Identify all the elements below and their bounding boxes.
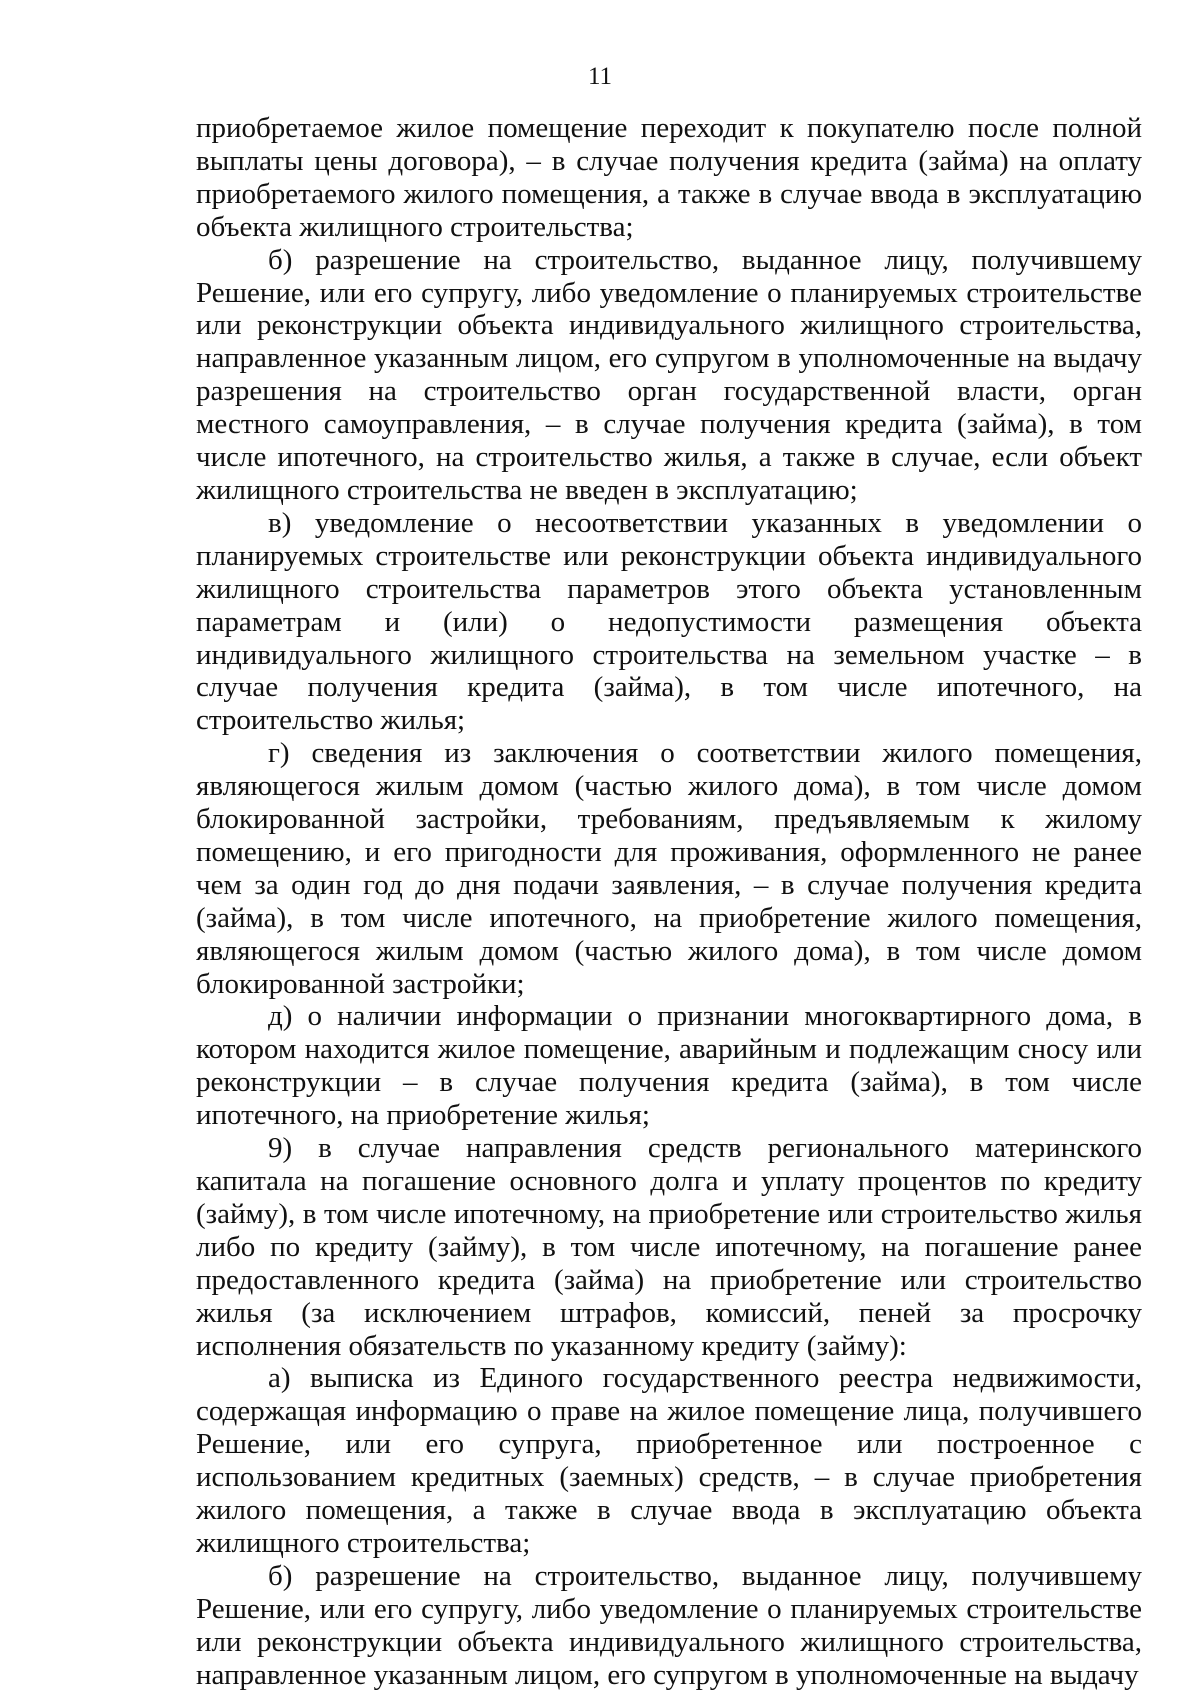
paragraph-item-v-nonconformity-notice: в) уведомление о несоответствии указанных в уведомлении о планируемых строительстве или реконструкции объекта индивидуального жилищного строительства параметров этого объекта установленным параметрам и (или) о недопустимости размещения объекта индивидуального жилищного строительства на земельном участке – в случае получения кредита (займа), в том числе ипотечного, на строительство жилья;: [196, 506, 1142, 737]
document-body: [196, 112, 1142, 1692]
paragraph-item-b-construction-permit-2: б) разрешение на строительство, выданное лицу, получившему Решение, или его супругу, либо уведомление о планируемых строительстве или реконструкции объекта индивидуального жилищного строительства, направленное указанным лицом, его супругом в уполномоченные на выдачу: [196, 1559, 1142, 1691]
page-number: 11: [587, 63, 613, 90]
paragraph-item-a-registry-extract: а) выписка из Единого государственного реестра недвижимости, содержащая информацию о праве на жилое помещение лица, получившего Решение, или его супруга, приобретенное или построенное с использованием кредитных (заемных) средств, – в случае приобретения жилого помещения, а также в случае ввода в эксплуатацию объекта жилищного строительства;: [196, 1362, 1142, 1559]
paragraph-item-g-conformity-conclusion: г) сведения из заключения о соответствии жилого помещения, являющегося жилым домом (частью жилого дома), в том числе домом блокированной застройки, требованиям, предъявляемым к жилому помещению, и его пригодности для проживания, оформленного не ранее чем за один год до дня подачи заявления, – в случае получения кредита (займа), в том числе ипотечного, на приобретение жилого помещения, являющегося жилым домом (частью жилого дома), в том числе домом блокированной застройки;: [196, 737, 1142, 1000]
paragraph-item-d-emergency-house-info: д) о наличии информации о признании многоквартирного дома, в котором находится жилое помещение, аварийным и подлежащим сносу или реконструкции – в случае получения кредита (займа), в том числе ипотечного, на приобретение жилья;: [196, 1000, 1142, 1132]
paragraph-continuation: приобретаемое жилое помещение переходит к покупателю после полной выплаты цены договора), – в случае получения кредита (займа) на оплату приобретаемого жилого помещения, а также в случае ввода в эксплуатацию объекта жилищного строительства;: [196, 112, 1142, 243]
paragraph-item-9-loan-repayment: 9) в случае направления средств регионального материнского капитала на погашение основного долга и уплату процентов по кредиту (займу), в том числе ипотечному, на приобретение или строительство жилья либо по кредиту (займу), в том числе ипотечному, на погашение ранее предоставленного кредита (займа) на приобретение или строительство жилья (за исключением штрафов, комиссий, пеней за просрочку исполнения обязательств по указанному кредиту (займу):: [196, 1132, 1142, 1362]
paragraph-item-b-construction-permit: б) разрешение на строительство, выданное лицу, получившему Решение, или его супругу, либо уведомление о планируемых строительстве или реконструкции объекта индивидуального жилищного строительства, направленное указанным лицом, его супругом в уполномоченные на выдачу разрешения на строительство орган государственной власти, орган местного самоуправления, – в случае получения кредита (займа), в том числе ипотечного, на строительство жилья, а также в случае, если объект жилищного строительства не введен в эксплуатацию;: [196, 243, 1142, 506]
